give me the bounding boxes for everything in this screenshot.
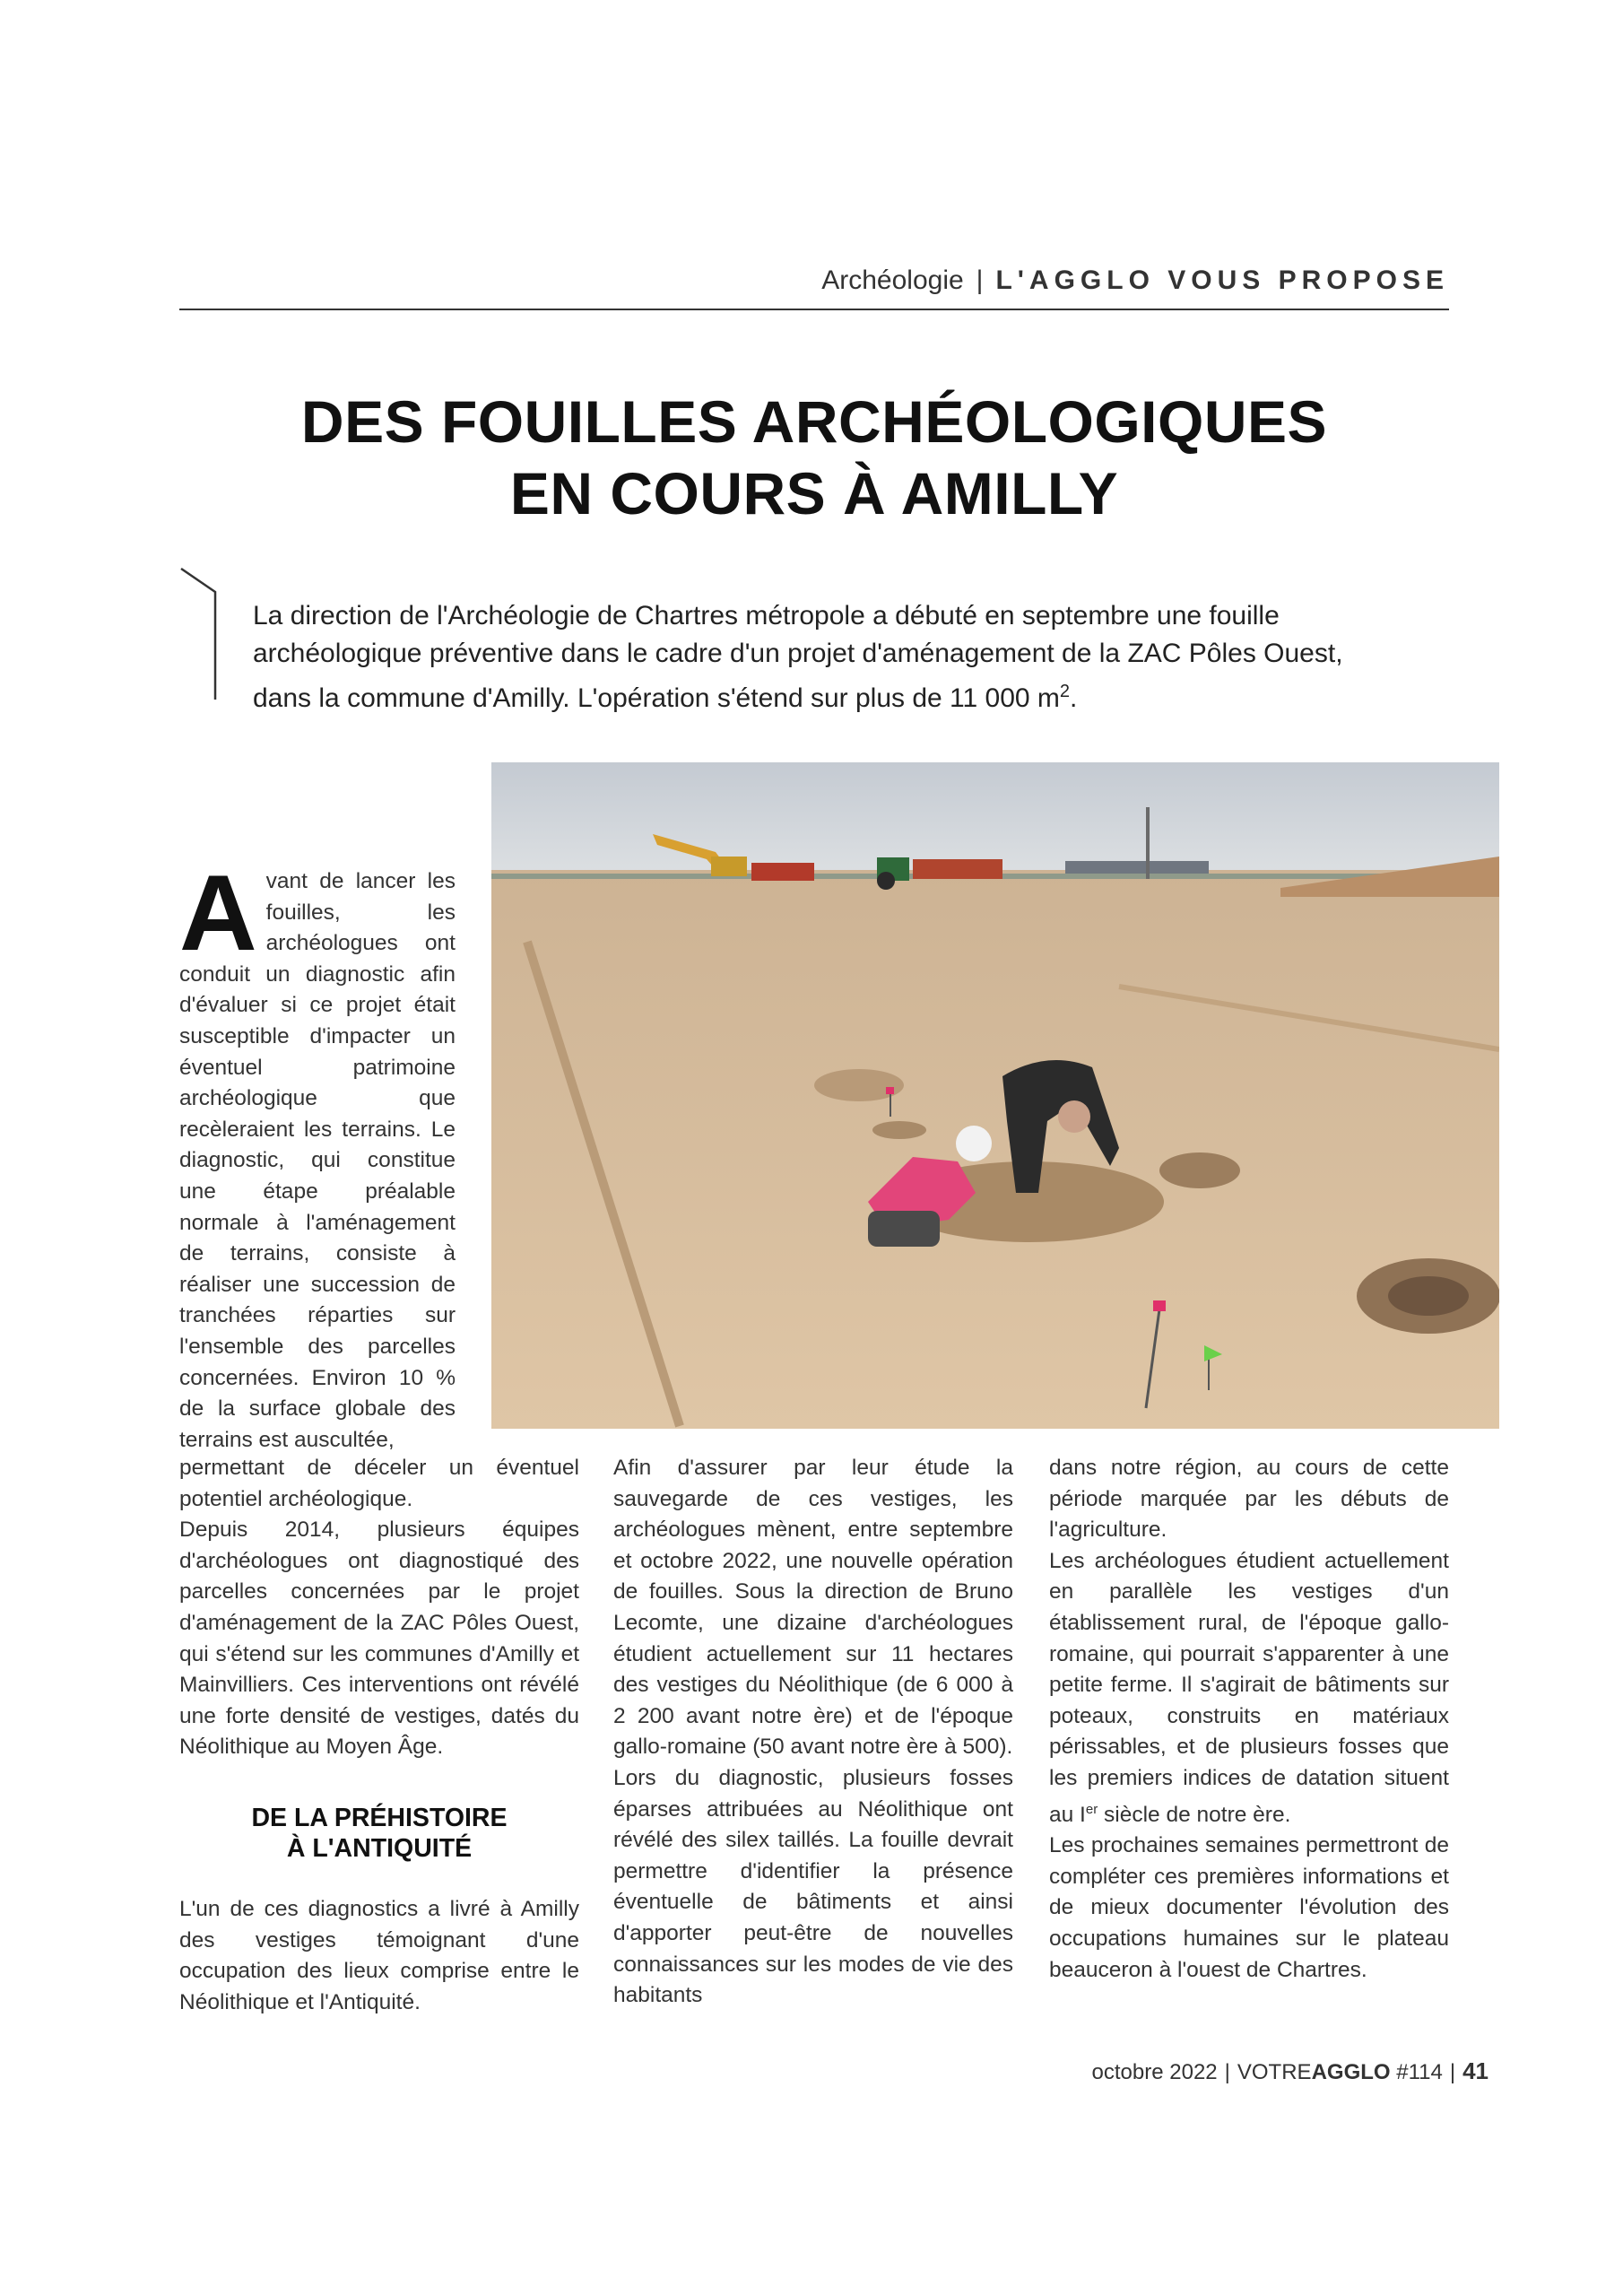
issue-number: #114 — [1396, 2060, 1443, 2084]
lead-line-3: dans la commune d'Amilly. L'opération s'étend sur plus de 11 000 $m^2$. — [253, 682, 1078, 713]
column-1-body — [179, 1453, 579, 1763]
subheading-line-2: À L'ANTIQUITÉ — [286, 1834, 473, 1863]
section-rubric — [179, 265, 1449, 296]
drop-cap: A — [179, 853, 257, 973]
paragraph-5: Lors du diagnostic, plusieurs fosses éparses attribuées au Néolithique ont révélé des silex taillés. La fouille devrait permettre d'identifier la présence éventuelle de bâtiments et ainsi d'apporter peut-être de nouvelles connaissances sur les modes de vie des habitants — [613, 1765, 1013, 2008]
column-1-intro — [179, 853, 456, 1456]
issue-date: octobre 2022 — [1091, 2060, 1218, 2084]
column-3 — [1049, 1453, 1449, 1986]
column-1-end — [179, 1894, 579, 2018]
lead-bracket-icon — [179, 567, 219, 701]
lead-line-1: La direction de l'Archéologie de Chartres métropole a débuté en septembre une fouille — [253, 601, 1280, 631]
page-number: 41 — [1462, 2057, 1488, 2084]
lead-paragraph — [253, 597, 1410, 718]
page-footer: octobre 2022 | VOTREAGGLO #114 | 41 — [1091, 2057, 1488, 2084]
excavation-photo — [491, 762, 1499, 1429]
title-line-1: DES FOUILLES ARCHÉOLOGIQUES — [300, 388, 1328, 455]
series-name: L'AGGLO VOUS PROPOSE — [995, 265, 1449, 295]
paragraph-7: Les archéologues étudient actuellement en parallèle les vestiges d'un établissement rural, de l'époque gallo-romaine, qui pourrait s'apparenter à une petite ferme. Il s'agirait de bâtiments sur poteaux, construits en matériaux périssables, et de plusieurs fosses que les premiers indices de datation situent au Ier siècle de notre ère. — [1049, 1548, 1449, 1827]
paragraph-1-start: vant de lancer les fouilles, les archéologues ont conduit un diagnostic afin d'évaluer si ce projet était susceptible d'impacter un éventuel patrimoine archéologique que recèleraient les terrains. Le diagnostic, qui constitue une étape préalable normale à l'aménagement de terrains, consiste à réaliser une succession de tranchées réparties sur l'ensemble des parcelles concernées. Environ 10 % de la surface globale des terrains est auscultée, — [179, 869, 456, 1452]
paragraph-4: Afin d'assurer par leur étude la sauvegarde de ces vestiges, les archéologues mènent, entre septembre et octobre 2022, une nouvelle opération de fouilles. Sous la direction de Bruno Lecomte, une dizaine d'archéologues étudient actuellement sur 11 hectares des vestiges du Néolithique (de 6 000 à 2 200 avant notre ère) et de l'époque gallo-romaine (50 avant notre ère à 500). — [613, 1456, 1013, 1760]
section-name: Archéologie — [821, 265, 964, 295]
column-2 — [613, 1453, 1013, 2012]
subheading-line-1: DE LA PRÉHISTOIRE — [251, 1804, 508, 1832]
subheading — [179, 1803, 579, 1864]
article-title — [179, 386, 1449, 529]
header-rule — [179, 309, 1449, 310]
title-line-2: EN COURS À AMILLY — [509, 460, 1119, 526]
magazine-name-bold: AGGLO — [1311, 2060, 1391, 2084]
lead-line-2: archéologique préventive dans le cadre d'un projet d'aménagement de la ZAC Pôles Ouest, — [253, 639, 1343, 668]
paragraph-6: dans notre région, au cours de cette période marquée par les débuts de l'agriculture. — [1049, 1456, 1449, 1543]
paragraph-2: Depuis 2014, plusieurs équipes d'archéologues ont diagnostiqué des parcelles concernées par le projet d'aménagement de la ZAC Pôles Ouest, qui s'étend sur les communes d'Amilly et Mainvilliers. Ces interventions ont révélé une forte densité de vestiges, datés du Néolithique au Moyen Âge. — [179, 1518, 579, 1760]
paragraph-8: Les prochaines semaines permettront de compléter ces premières informations et de mieux documenter l'évolution des occupations humaines sur le plateau beauceron à l'ouest de Chartres. — [1049, 1833, 1449, 1982]
rubric-separator: | — [976, 265, 984, 295]
paragraph-1-end: permettant de déceler un éventuel potentiel archéologique. — [179, 1456, 579, 1511]
magazine-name-light: VOTRE — [1237, 2060, 1312, 2084]
paragraph-3: L'un de ces diagnostics a livré à Amilly des vestiges témoignant d'une occupation des lieux comprise entre le Néolithique et l'Antiquité. — [179, 1897, 579, 2014]
